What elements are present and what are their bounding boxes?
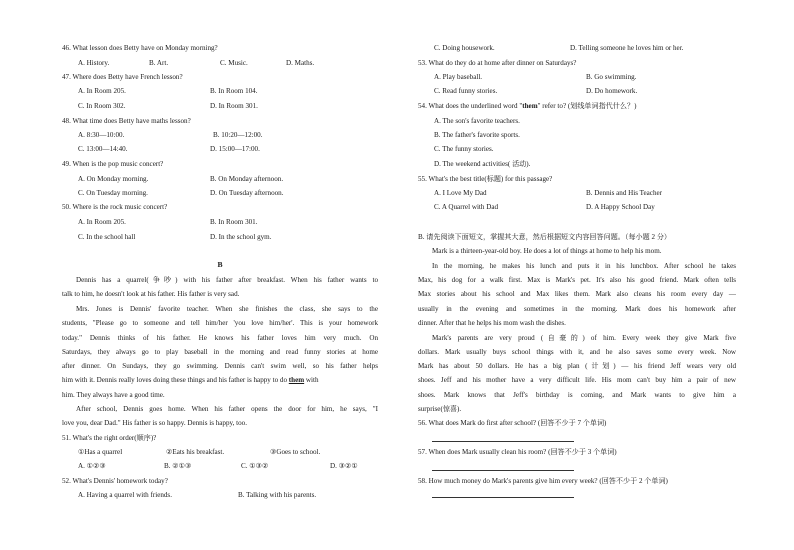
passage-line: Dennis has a quarrel(争吵) with his father after breakfast. When his father wants to [76, 276, 378, 284]
passage-line: dinner. After that he helps his mom wash the dishes. [418, 319, 566, 327]
passage-line: love you, dear Dad." His father is so happy. Dennis is happy, too. [62, 419, 247, 427]
passage-line: him. They always have a good time. [62, 391, 165, 399]
passage-line: after dinner. On Sundays, they go swimming. Dennis can't swim well, so his father helps [62, 362, 378, 370]
q46-option-a: A. History. [78, 59, 110, 67]
question-57: 57. When does Mark usually clean his room? (回答不少于 3 个单词) [418, 448, 617, 456]
answer-line-56[interactable] [432, 441, 574, 442]
passage-line: Max, his dog for a walk first. Max is Mark's pet. It's also his good friend. Mark often tells [418, 276, 736, 284]
question-47: 47. Where does Betty have French lesson? [62, 73, 183, 81]
q47-option-d: D. In Room 301. [210, 102, 258, 110]
passage-line: students, "Please go to someone and tell him/her 'you love him/her'. This is your homework [62, 319, 378, 327]
q53-option-d: D. Do homework. [586, 87, 638, 95]
answer-line-57[interactable] [432, 470, 574, 471]
q55-option-d: D. A Happy School Day [586, 203, 655, 211]
q48-option-c: C. 13:00—14:40. [78, 145, 128, 153]
q47-option-b: B. In Room 104. [210, 87, 258, 95]
passage-text: with [304, 376, 319, 384]
answer-line-58[interactable] [432, 497, 574, 498]
passage-line: Saturdays, they always go to play baseball in the morning and read funny stories at home [62, 348, 378, 356]
q50-option-a: A. In Room 205. [78, 218, 126, 226]
q48-option-b: B. 10:20—12:00. [213, 131, 263, 139]
q54-option-b: B. The father's favorite sports. [434, 131, 520, 139]
q50-option-b: B. In Room 301. [210, 218, 258, 226]
q50-option-c: C. In the school hall [78, 233, 136, 241]
q54-option-a: A. The son's favorite teachers. [434, 117, 520, 125]
q52-option-b: B. Talking with his parents. [238, 491, 317, 499]
q54-keyword: them [522, 102, 538, 110]
passage-line: shoes. Mark knows that Jeff's birthday is coming, and Mark wants to give him a [418, 391, 736, 399]
q51-option-a: A. ①②③ [78, 462, 106, 470]
passage-line-them [62, 376, 378, 385]
q47-option-a: A. In Room 205. [78, 87, 126, 95]
q53-option-b: B. Go swimming. [586, 73, 637, 81]
question-54 [418, 102, 636, 111]
passage-line: Mark is a thirteen-year-old boy. He does a lot of things at home to help his mom. [432, 247, 662, 255]
q49-option-d: D. On Tuesday afternoon. [210, 189, 284, 197]
q52-option-c: C. Doing housework. [434, 44, 495, 52]
section-heading-b: B [217, 260, 223, 269]
passage-line: today." Dennis thinks of his father. He knows his father loves him very much. On [62, 334, 378, 342]
q55-option-b: B. Dennis and His Teacher [586, 189, 663, 197]
q51-option-d: D. ③②① [330, 462, 358, 470]
passage-line: Mrs. Jones is Dennis' favorite teacher. When she finishes the class, she says to the [76, 305, 378, 313]
q51-event-1: ①Has a quarrel [78, 448, 123, 456]
question-48: 48. What time does Betty have maths lesson? [62, 117, 191, 125]
q54-option-d: D. The weekend activities( 活动). [434, 160, 531, 168]
underlined-word-them: them [288, 376, 305, 384]
q51-event-3: ③Goes to school. [270, 448, 321, 456]
question-51: 51. What's the right order(顺序)? [62, 434, 157, 442]
question-58: 58. How much money do Mark's parents give him every week? (回答不少于 2 个单词) [418, 477, 668, 485]
question-55: 55. What's the best title(标题) for this passage? [418, 175, 553, 183]
passage-line: Mark has about 50 dollars. He has a big plan (计划) — his friend Jeff wears very old [418, 362, 736, 370]
q50-option-d: D. In the school gym. [210, 233, 272, 241]
passage-line: usually in the evening and sometimes in the morning. Mark does his homework after [418, 305, 736, 313]
passage-line: talk to him, he doesn't look at his father. His father is very sad. [62, 290, 240, 298]
q52-option-d: D. Telling someone he loves him or her. [570, 44, 684, 52]
q48-option-a: A. 8:30—10:00. [78, 131, 125, 139]
q46-option-b: B. Art. [149, 59, 169, 67]
q54-text: 54. What does the underlined word " [418, 102, 523, 110]
q49-option-b: B. On Monday afternoon. [210, 175, 284, 183]
q51-option-b: B. ②①③ [164, 462, 192, 470]
passage-line: dollars. Mark usually buys school things with it, and he also saves some every week. Now [418, 348, 736, 356]
q55-option-c: C. A Quarrel with Dad [434, 203, 499, 211]
question-56: 56. What does Mark do first after school? (回答不少于 7 个单词) [418, 419, 607, 427]
passage-line: surprise(惊喜). [418, 405, 462, 413]
q54-text: " refer to? (划线单词指代什么？) [537, 102, 637, 110]
passage-line: In the morning, he makes his lunch and puts it in his lunchbox. After school he takes [432, 262, 736, 270]
q46-option-d: D. Maths. [286, 59, 315, 67]
q55-option-a: A. I Love My Dad [434, 189, 487, 197]
question-49: 49. When is the pop music concert? [62, 160, 164, 168]
q46-option-c: C. Music. [220, 59, 248, 67]
question-46: 46. What lesson does Betty have on Monday morning? [62, 44, 218, 52]
q51-option-c: C. ①③② [241, 462, 269, 470]
q51-event-2: ②Eats his breakfast. [166, 448, 225, 456]
q49-option-c: C. On Tuesday morning. [78, 189, 148, 197]
question-53: 53. What do they do at home after dinner on Saturdays? [418, 59, 577, 67]
q47-option-c: C. In Room 302. [78, 102, 126, 110]
question-52: 52. What's Dennis' homework today? [62, 477, 168, 485]
passage-line: Mark's parents are very proud (自豪的) of him. Every week they give Mark five [432, 334, 736, 342]
passage-line: Max stories about his school and Max likes them. Mark also cleans his room every day — [418, 290, 736, 298]
q49-option-a: A. On Monday morning. [78, 175, 149, 183]
passage-line: shoes. Jeff and his mother have a very difficult life. His mom can't buy him a pair of new [418, 376, 736, 384]
question-50: 50. Where is the rock music concert? [62, 203, 168, 211]
q53-option-c: C. Read funny stories. [434, 87, 498, 95]
q52-option-a: A. Having a quarrel with friends. [78, 491, 172, 499]
passage-text: him with it. Dennis really loves doing these things and his father is happy to do [62, 376, 287, 384]
q53-option-a: A. Play baseball. [434, 73, 483, 81]
passage-line: After school, Dennis goes home. When his father opens the door for him, he says, "I [76, 405, 378, 413]
section-b-instructions: B. 请先阅读下面短文，掌握其大意，然后根据短文内容回答问题。（每小题 2 分） [418, 233, 672, 241]
q48-option-d: D. 15:00—17:00. [210, 145, 260, 153]
q54-option-c: C. The funny stories. [434, 145, 494, 153]
